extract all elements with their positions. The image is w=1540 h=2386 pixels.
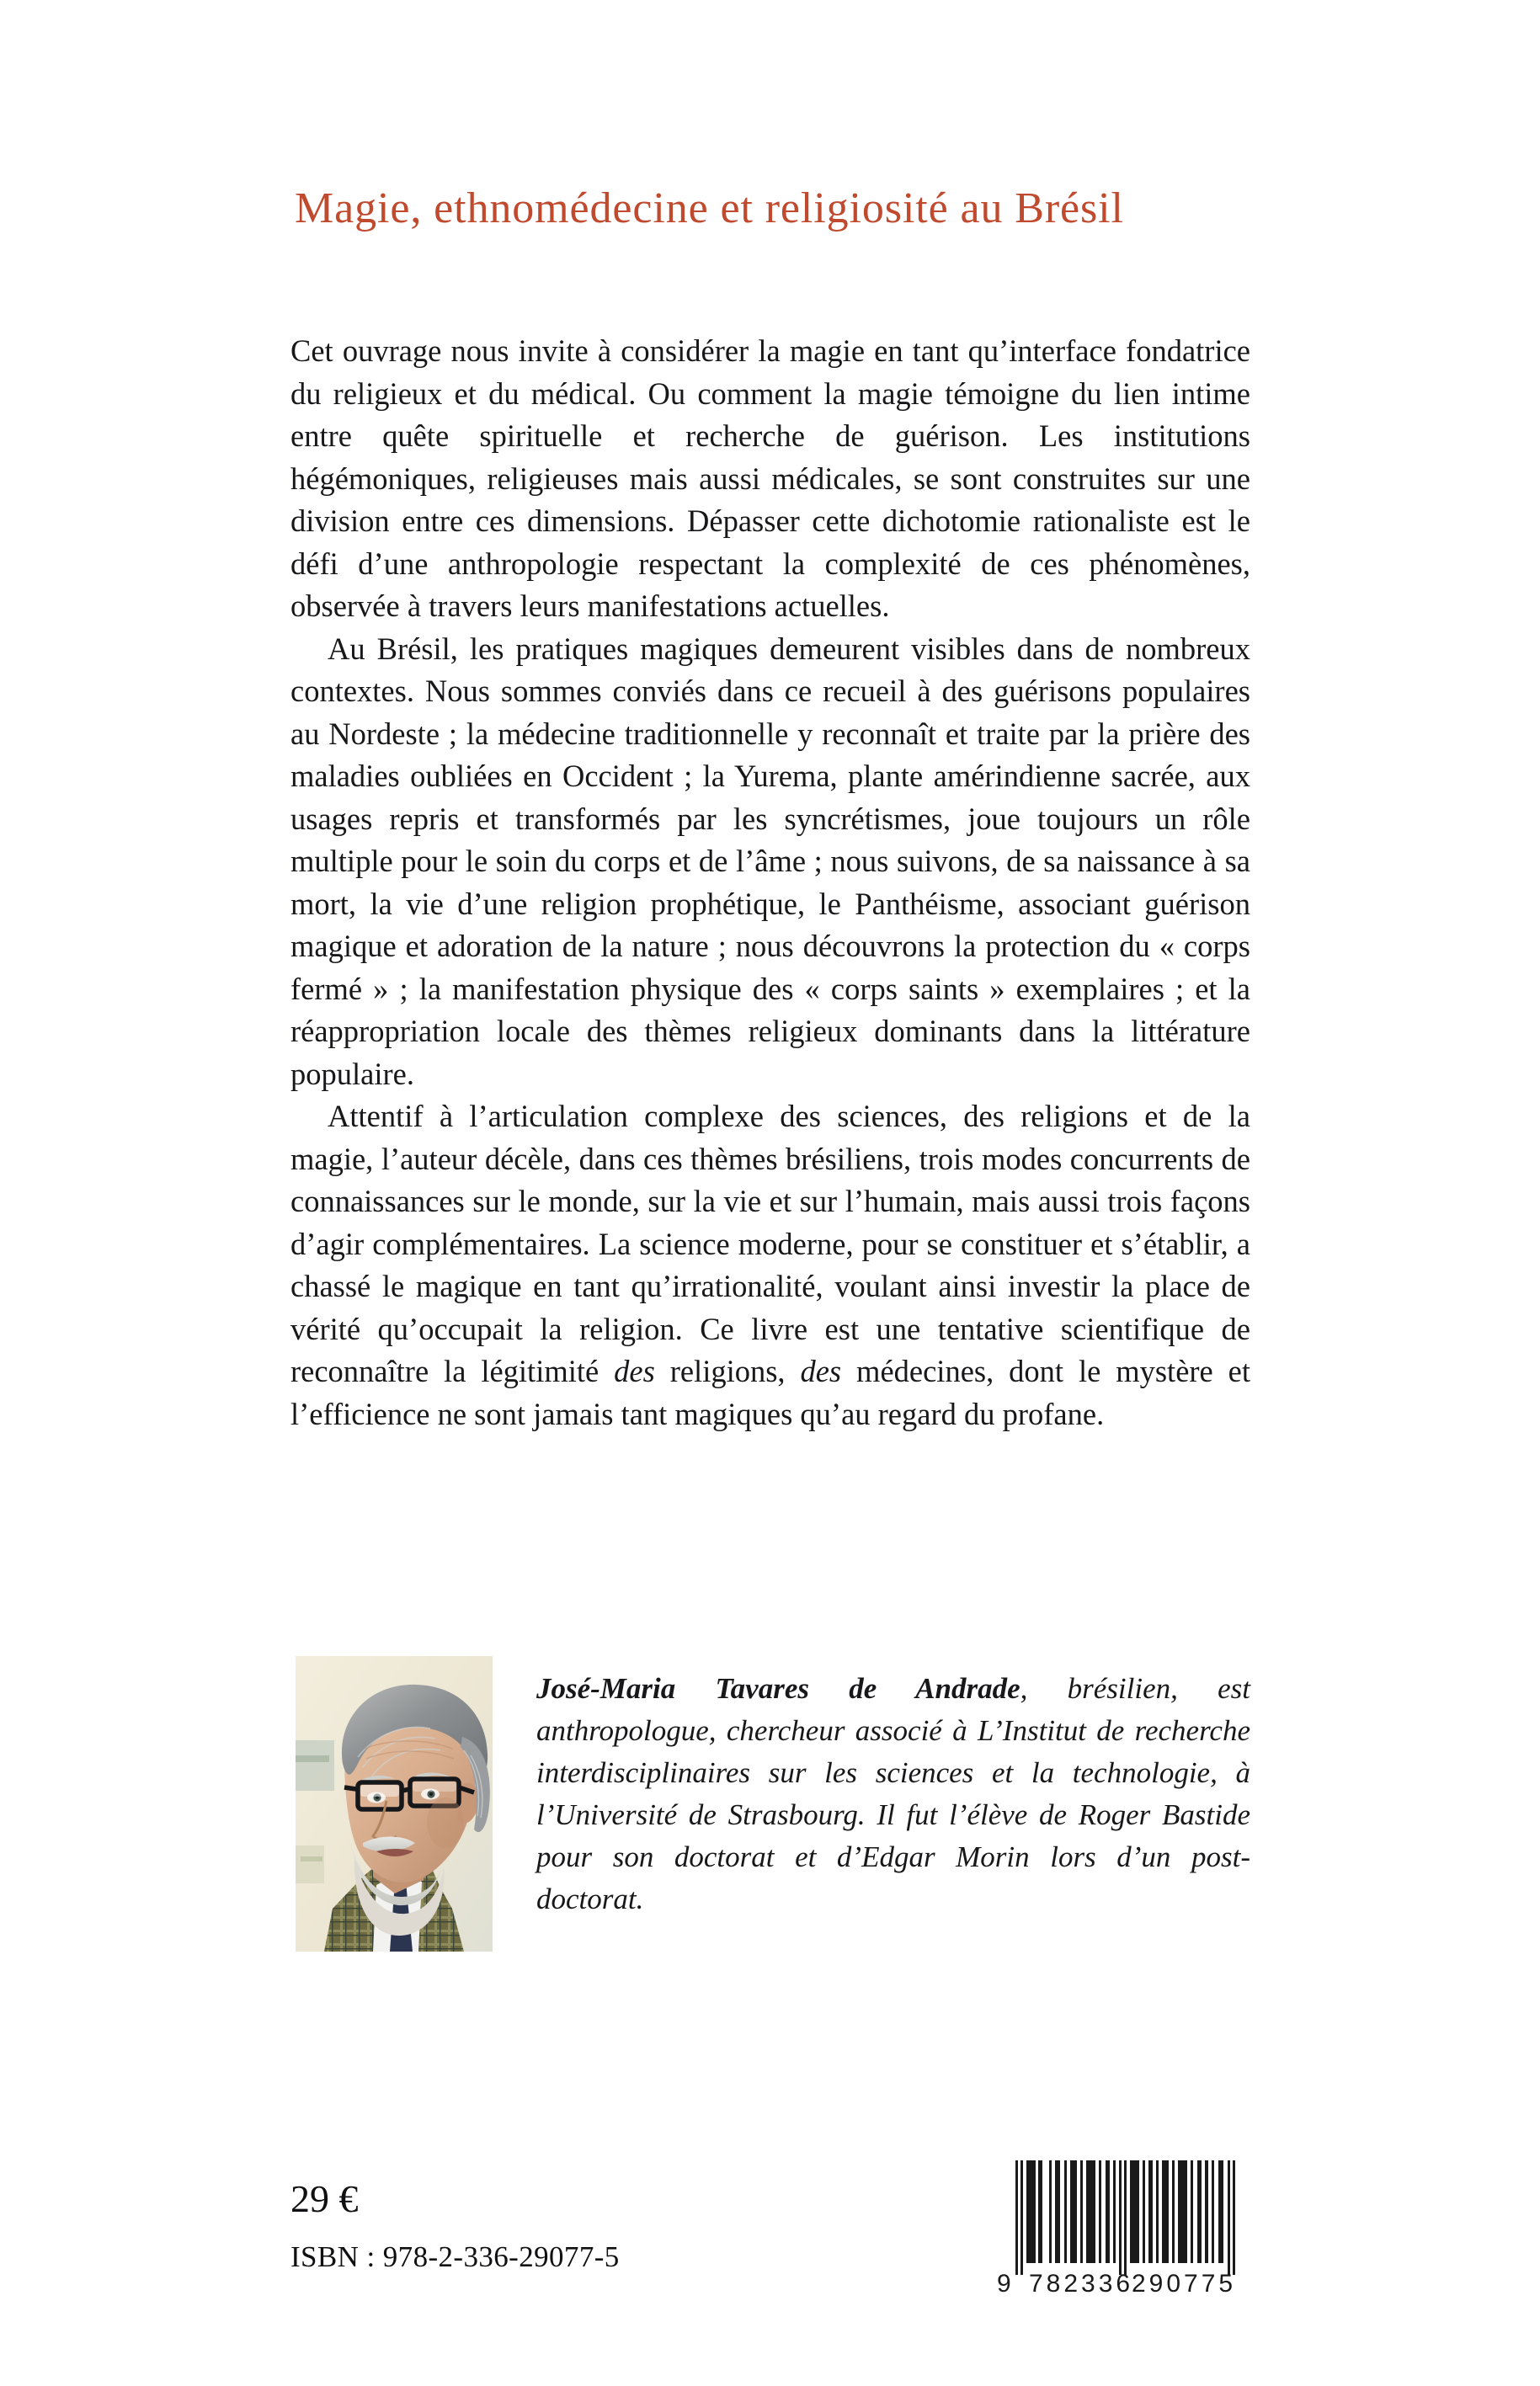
blurb-paragraph-1-text: Cet ouvrage nous invite à considérer la magie en tant qu’interface fondatrice du religieux et du médical. Ou comment la magie témoigne du lien intime entre quête spirituelle et recherche de guérison. Les institutions hégémoniques, religieuses mais aussi médicales, se sont construites sur une division entre ces dimensions. Dépasser cette dichotomie rationaliste est le défi d’une anthropologie respectant la complexité de ces phénomènes, observée à travers leurs manifestations actuelles. [290,333,1250,623]
barcode-graphic [990,2154,1251,2297]
author-portrait-illustration [296,1656,493,1952]
barcode-digits-group-1: 782336 [1029,2270,1134,2297]
author-bio [536,1656,1250,1920]
blurb-paragraph-3 [290,1095,1250,1435]
author-name: José-Maria Tavares de Andrade [536,1672,1020,1705]
back-cover-blurb [290,330,1250,1435]
blurb-emphasis-des-1: des [614,1354,655,1388]
book-title: Magie, ethnomédecine et religiosité au Brésil [295,184,1124,232]
blurb-paragraph-3-text-a: Attentif à l’articulation complexe des sciences, des religions et de la magie, l’auteur décèle, dans ces thèmes brésiliens, trois modes concurrents de connaissances sur le monde, sur la vie et sur l’humain, mais aussi trois façons d’agir complémentaires. La science moderne, pour se constituer et s’établir, a chassé le magique en tant qu’irrationalité, voulant ainsi investir la place de vérité qu’occupait la religion. Ce livre est une tentative scientifique de reconnaître la légitimité [290,1099,1250,1388]
blurb-paragraph-3-text-b: religions, [654,1354,801,1388]
ean13-barcode [990,2154,1251,2297]
barcode-digit-left: 9 [997,2270,1011,2297]
blurb-emphasis-des-2: des [800,1354,842,1388]
barcode-digits-group-2: 290775 [1132,2270,1237,2297]
blurb-paragraph-1 [290,330,1250,628]
blurb-paragraph-2-text: Au Brésil, les pratiques magiques demeurent visibles dans de nombreux contextes. Nous sommes conviés dans ce recueil à des guérisons populaires au Nordeste ; la médecine traditionnelle y reconnaît et traite par la prière des maladies oubliées en Occident ; la Yurema, plante amérindienne sacrée, aux usages repris et transformés par les syncrétismes, joue toujours un rôle multiple pour le soin du corps et de l’âme ; nous suivons, de sa naissance à sa mort, la vie d’une religion prophétique, le Panthéisme, associant guérison magique et adoration de la nature ; nous découvrons la protection du « corps fermé » ; la manifestation physique des « corps saints » exemplaires ; et la réappropriation locale des thèmes religieux dominants dans la littérature populaire. [290,631,1250,1091]
author-section [296,1656,1252,1952]
blurb-paragraph-2 [290,628,1250,1096]
author-photo [296,1656,493,1952]
blurb-paragraph-3-text-c: médecines, dont le mystère et l’efficience ne sont jamais tant magiques qu’au regard du profane. [290,1354,1251,1431]
author-bio-text: , brésilien, est anthropologue, chercheur associé à L’Institut de recherche interdisciplinaires sur les sciences et la technologie, à l’Université de Strasbourg. Il fut l’élève de Roger Bastide pour son doctorat et d’Edgar Morin lors d’un post-doctorat. [536,1672,1250,1915]
isbn-label: ISBN : 978-2-336-29077-5 [290,2240,620,2273]
price-label: 29 € [290,2177,359,2220]
